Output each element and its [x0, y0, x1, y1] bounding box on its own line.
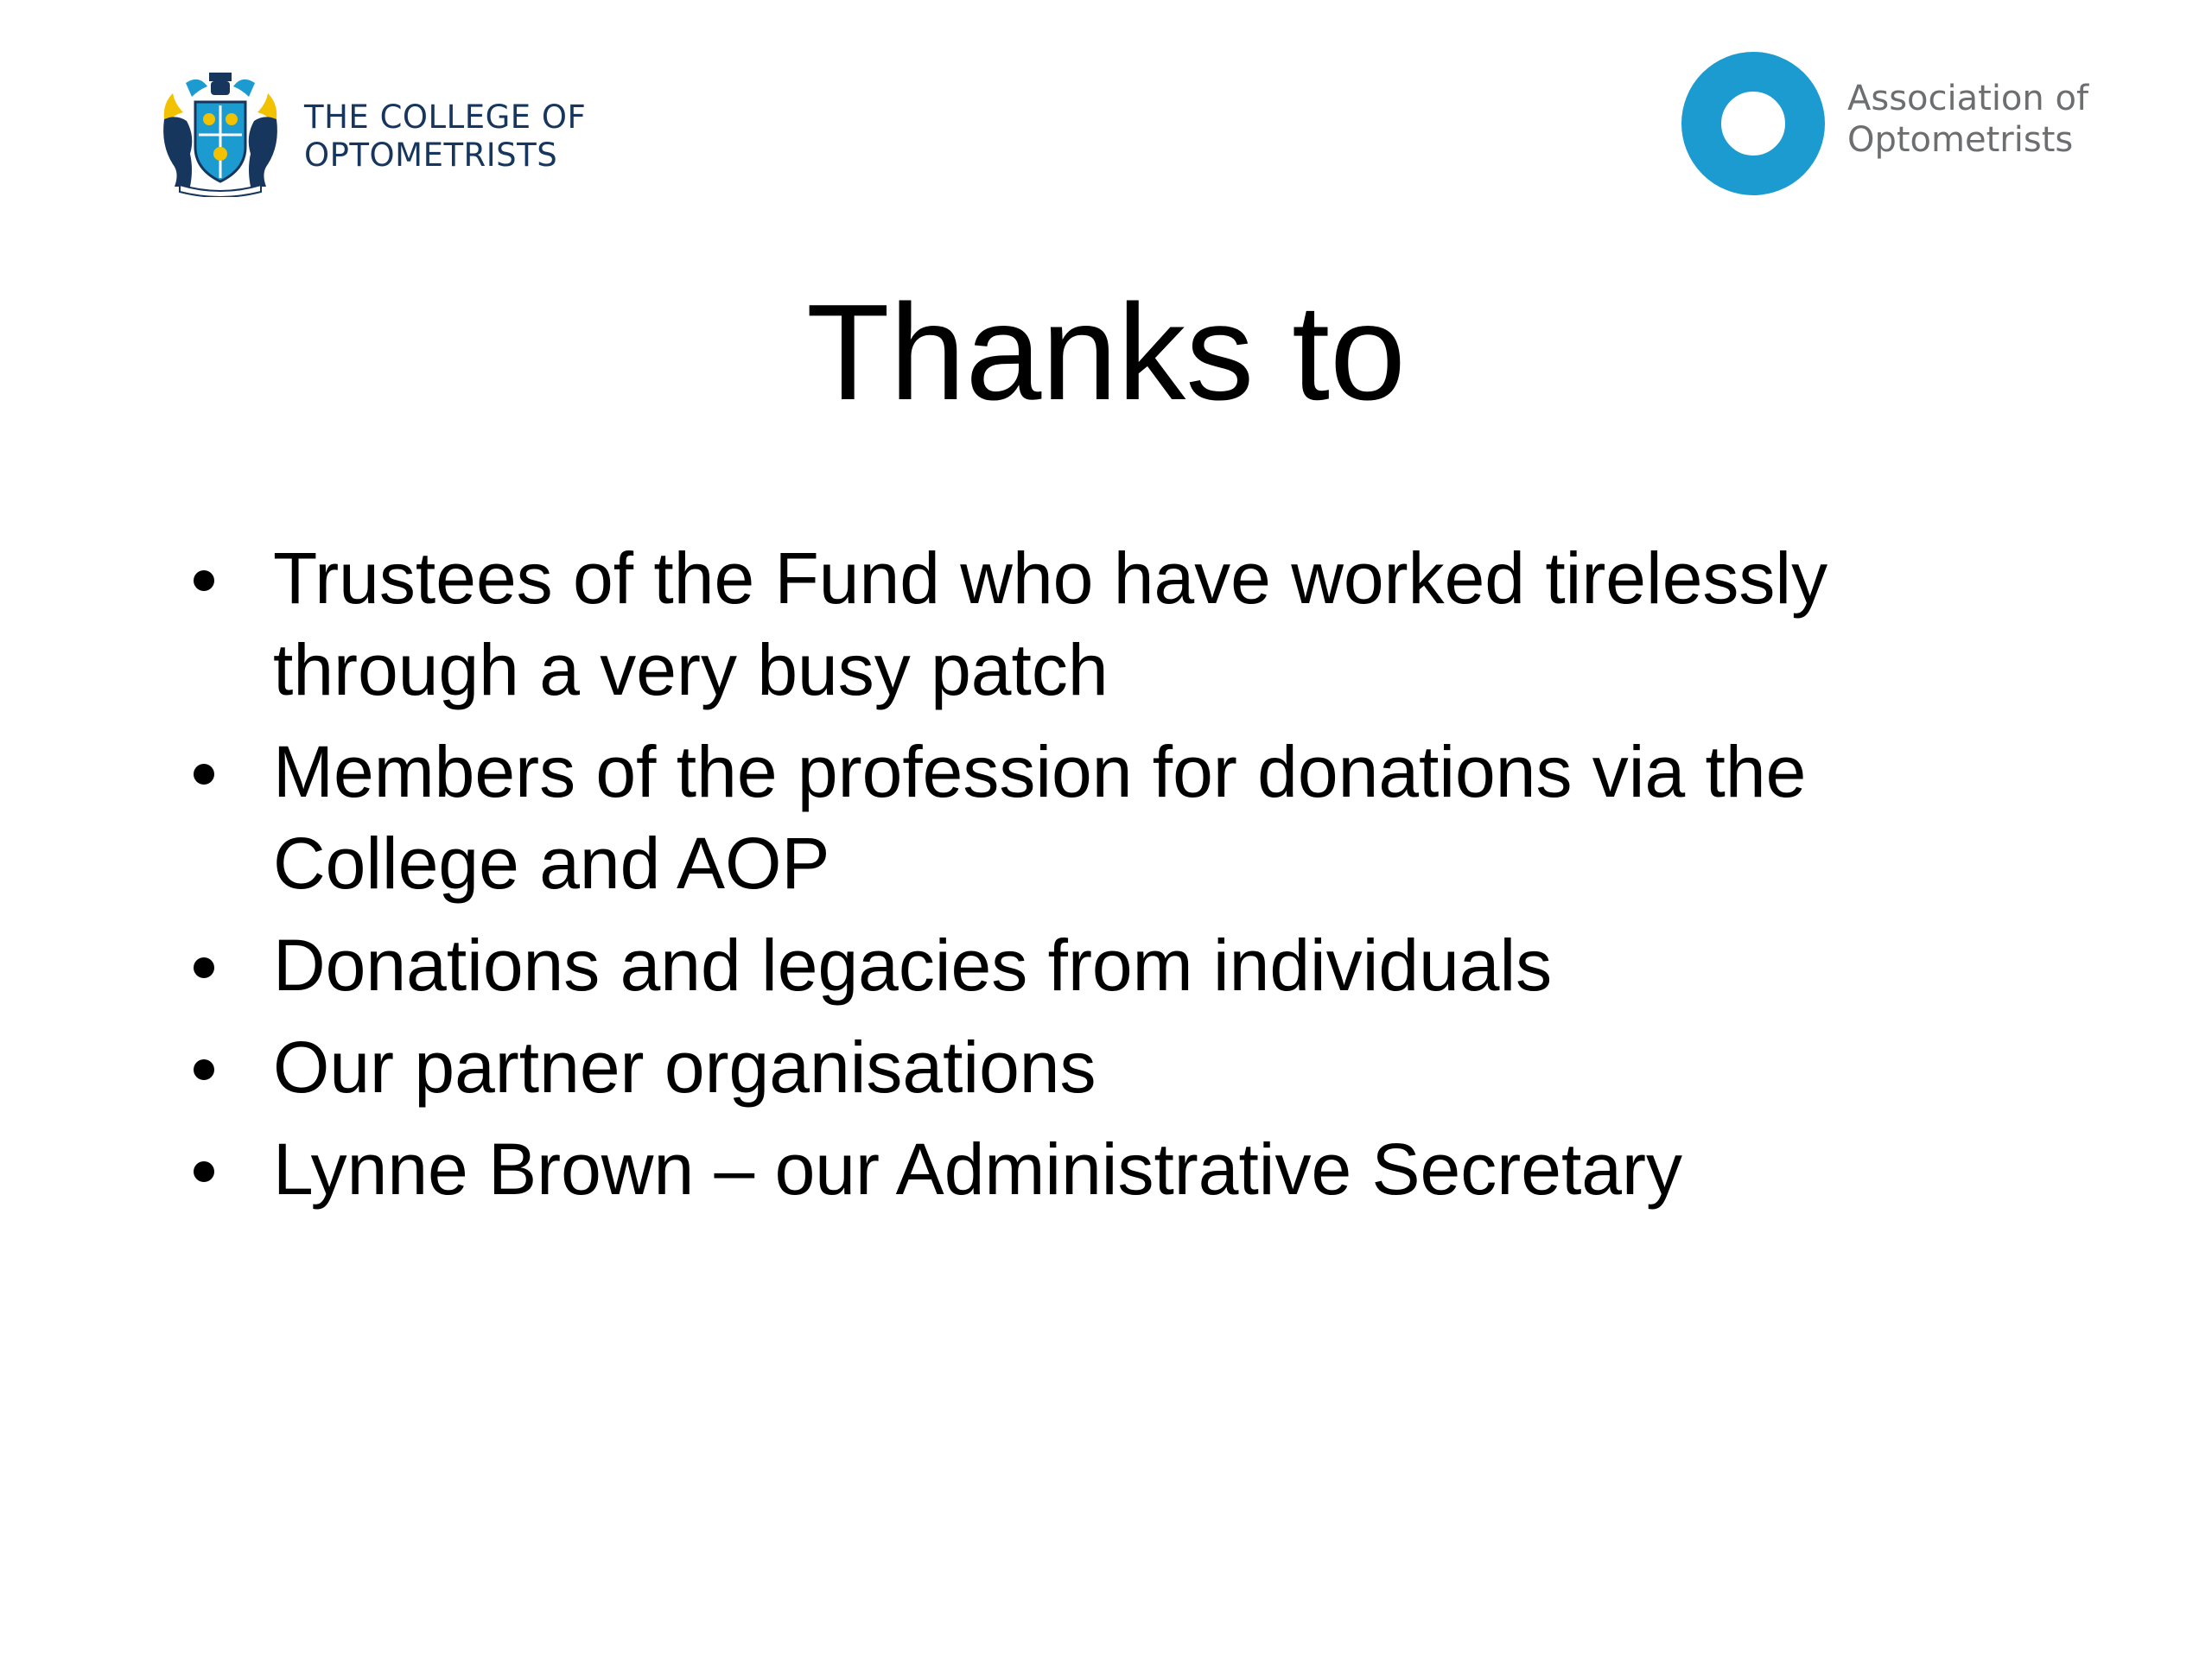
- bullet-item: [181, 532, 2039, 715]
- bullet-text: Our partner organisations: [273, 1027, 1096, 1108]
- bullet-text: Lynne Brown – our Administrative Secretary: [273, 1128, 1682, 1210]
- college-logo-text: [304, 99, 586, 175]
- bullet-dot-icon: [194, 957, 214, 978]
- bullet-dot-icon: [194, 1161, 214, 1182]
- bullet-item: [181, 1021, 2039, 1113]
- aop-ring-icon: [1681, 52, 1825, 195]
- slide-title: Thanks to: [806, 276, 1406, 429]
- thanks-bullet-list: [181, 532, 2039, 1225]
- aop-logo-line1: Association of: [1847, 79, 2089, 118]
- bullet-text: Trustees of the Fund who have worked tirelessly through a very busy patch: [273, 537, 1828, 710]
- bullet-dot-icon: [194, 764, 214, 785]
- college-of-optometrists-logo: [156, 67, 605, 197]
- college-logo-line2: OPTOMETRISTS: [304, 137, 558, 174]
- bullet-item: [181, 1123, 2039, 1215]
- bullet-text: Donations and legacies from individuals: [273, 925, 1553, 1006]
- bullet-dot-icon: [194, 1059, 214, 1080]
- bullet-item: [181, 726, 2039, 909]
- bullet-dot-icon: [194, 570, 214, 591]
- college-crest-icon: [156, 67, 285, 197]
- aop-logo-line2: Optometrists: [1847, 120, 2074, 160]
- college-logo-line1: THE COLLEGE OF: [304, 99, 587, 136]
- aop-logo-text: [1847, 78, 2088, 161]
- bullet-text: Members of the profession for donations via the College and AOP: [273, 731, 1807, 904]
- association-of-optometrists-logo: [1681, 52, 2113, 195]
- bullet-item: [181, 919, 2039, 1011]
